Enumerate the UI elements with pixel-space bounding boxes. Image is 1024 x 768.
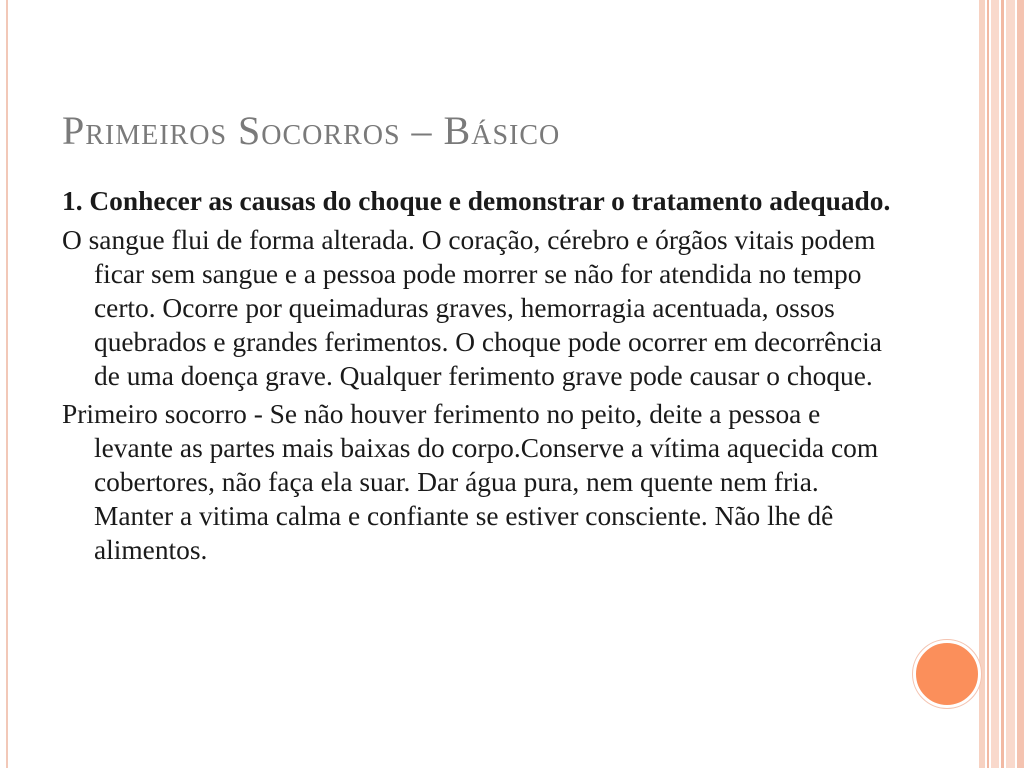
decorative-stripe xyxy=(991,0,999,768)
decorative-stripe xyxy=(987,0,989,768)
slide-body xyxy=(62,184,892,571)
decorative-stripe xyxy=(1001,0,1004,768)
body-paragraph: Primeiro socorro - Se não houver ferimento no peito, deite a pessoa e levante as partes mais baixas do corpo.Conserve a vítima aquecida com cobertores, não faça ela suar. Dar água pura, nem quente nem fria. Manter a vitima calma e confiante se estiver consciente. Não lhe dê alimentos. xyxy=(62,399,879,565)
body-paragraph-heading: 1. Conhecer as causas do choque e demonstrar o tratamento adequado. xyxy=(62,186,891,216)
body-paragraph: O sangue flui de forma alterada. O coração, cérebro e órgãos vitais podem ficar sem sangue e a pessoa pode morrer se não for atendida no tempo certo. Ocorre por queimaduras graves, hemorragia acentuada, ossos quebrados e grandes ferimentos. O choque pode ocorrer em decorrência de uma doença grave. Qualquer ferimento grave pode causar o choque. xyxy=(62,225,882,391)
decorative-circle xyxy=(913,640,981,708)
slide-title: Primeiros Socorros – Básico xyxy=(62,108,561,153)
left-border-line xyxy=(6,0,8,768)
decorative-stripe xyxy=(1006,0,1015,768)
decorative-stripe xyxy=(979,0,985,768)
decorative-stripe xyxy=(1017,0,1024,768)
